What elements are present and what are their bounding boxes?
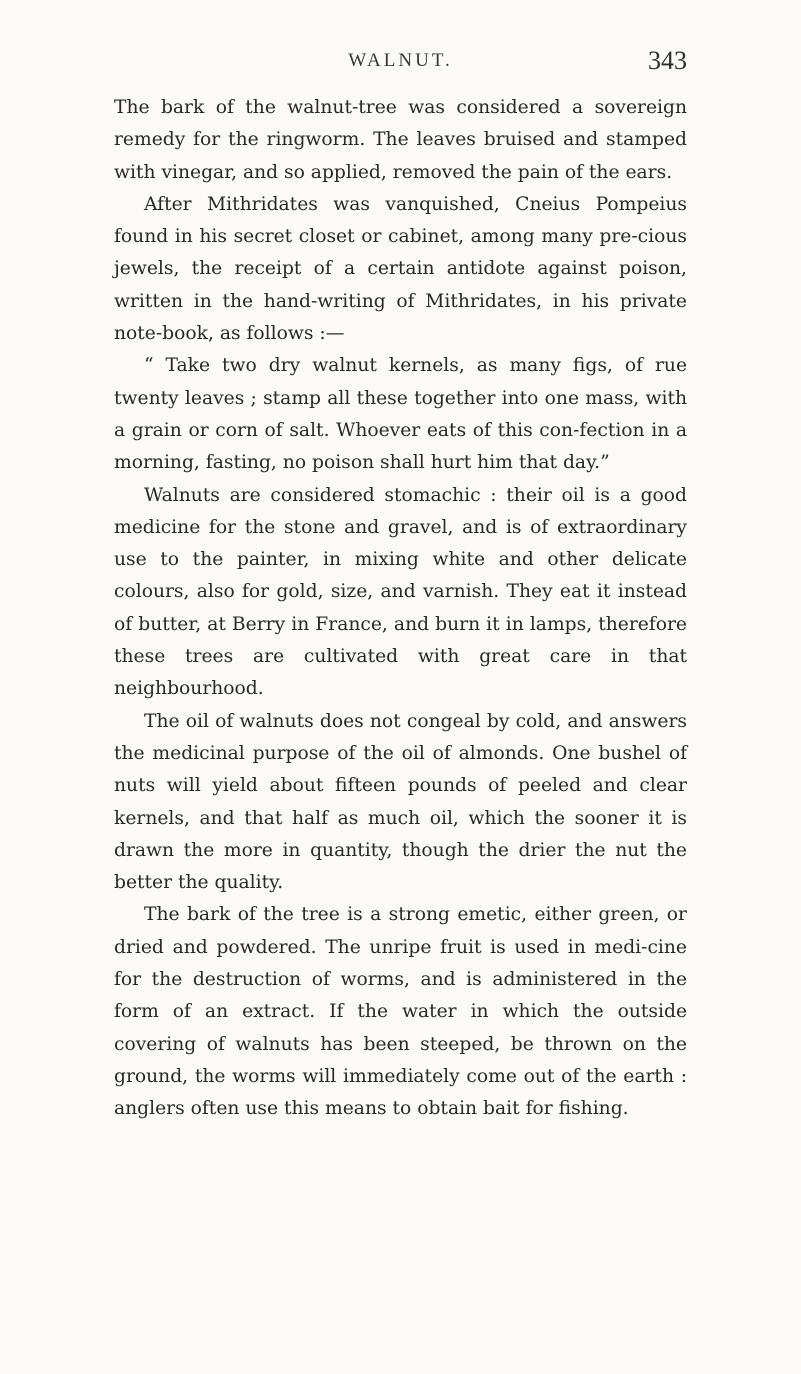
- paragraph-mithridates: After Mithridates was vanquished, Cneius Pompeius found in his secret closet or cabinet, among many pre-cious jewels, the receipt of a certain antidote against poison, written in the hand-writing of Mithridates, in his private note-book, as follows :—: [114, 193, 687, 345]
- paragraph-oil-properties: The oil of walnuts does not congeal by cold, and answers the medicinal purpose of the oil of almonds. One bushel of nuts will yield about fifteen pounds of peeled and clear kernels, and that half as much oil, which the sooner it is drawn the more in quantity, though the drier the nut the better the quality.: [114, 710, 687, 894]
- body-text: [114, 92, 687, 1126]
- paragraph-antidote-recipe: “ Take two dry walnut kernels, as many figs, of rue twenty leaves ; stamp all these together into one mass, with a grain or corn of salt. Whoever eats of this con-fection in a morning, fasting, no poison shall hurt him that day.”: [114, 355, 687, 474]
- paragraph-bark-emetic: The bark of the tree is a strong emetic, either green, or dried and powdered. The unripe fruit is used in medi-cine for the destruction of worms, and is administered in the form of an extract. If the water in which the outside covering of walnuts has been steeped, be thrown on the ground, the worms will immediately come out of the earth : anglers often use this means to obtain bait for fishing.: [114, 904, 687, 1120]
- running-title: WALNUT.: [348, 50, 453, 71]
- page-number: 343: [648, 46, 687, 75]
- paragraph-walnut-oil-uses: Walnuts are considered stomachic : their oil is a good medicine for the stone and gravel, and is of extraordinary use to the painter, in mixing white and other delicate colours, also for gold, size, and varnish. They eat it instead of butter, at Berry in France, and burn it in lamps, therefore these trees are cultivated with great care in that neighbourhood.: [114, 484, 687, 700]
- page-header: [114, 46, 687, 90]
- paragraph-ringworm: The bark of the walnut-tree was considered a sovereign remedy for the ringworm. The leaves bruised and stamped with vinegar, and so applied, removed the pain of the ears.: [114, 97, 687, 183]
